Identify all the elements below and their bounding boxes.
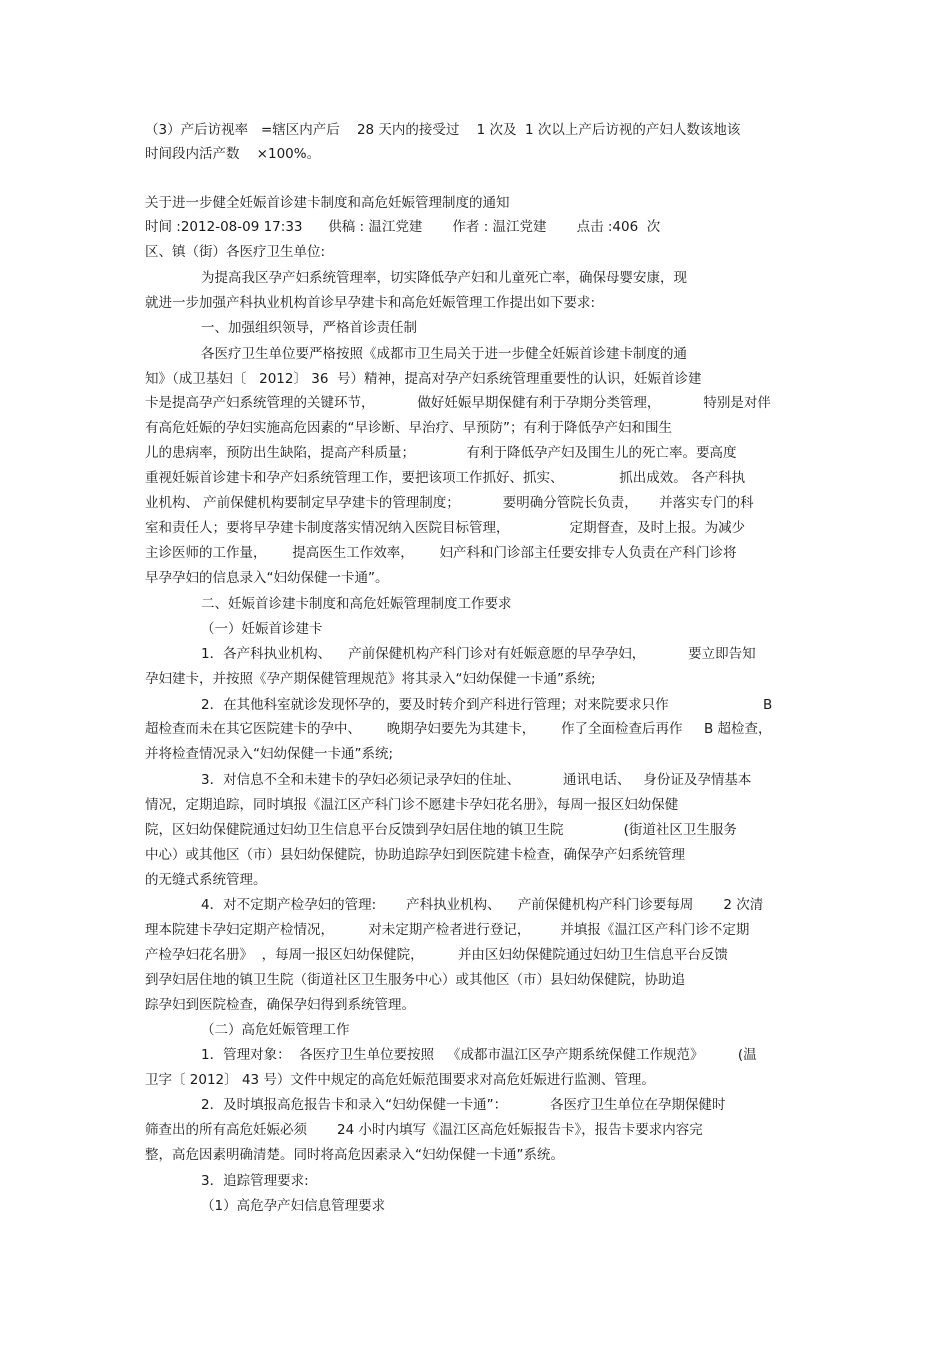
paragraph-line: 情况，定期追踪，同时填报《温江区产科门诊不愿建卡孕妇花名册》，每周一报区妇幼保健 xyxy=(145,797,679,813)
text-line: 时间段内活产数 ×100%。 xyxy=(145,146,321,162)
paragraph-line: 2．及时填报高危报告卡和录入“妇幼保健一卡通”： 各医疗卫生单位在孕期保健时 xyxy=(201,1097,726,1113)
paragraph-line: 知》（成卫基妇〔 2012〕 36 号）精神，提高对孕产妇系统管理重要性的认识，妊娠首诊建 xyxy=(145,371,702,387)
paragraph-line: 的无缝式系统管理。 xyxy=(145,872,267,888)
article-meta: 时间 :2012-08-09 17:33 供稿 : 温江党建 作者 : 温江党建 点击 :406 次 xyxy=(145,219,661,235)
paragraph-line: 并将检查情况录入“妇幼保健一卡通”系统; xyxy=(145,746,394,762)
paragraph-line: 1．各产科执业机构、 产前保健机构产科门诊对有妊娠意愿的早孕孕妇， 要立即告知 xyxy=(201,646,756,662)
paragraph-line: 到孕妇居住地的镇卫生院（街道社区卫生服务中心）或其他区（市）县妇幼保健院，协助追 xyxy=(145,972,685,988)
paragraph-line: 重视妊娠首诊建卡和孕产妇系统管理工作，要把该项工作抓好、抓实、 抓出成效。 各产科执 xyxy=(145,470,746,486)
paragraph-line: （1）高危孕产妇信息管理要求 xyxy=(201,1198,386,1214)
salutation: 区、镇（街）各医疗卫生单位: xyxy=(145,244,326,260)
paragraph-line: 1．管理对象： 各医疗卫生单位要按照 《成都市温江区孕产期系统保健工作规范》 (温 xyxy=(201,1047,757,1063)
paragraph-line: 院，区妇幼保健院通过妇幼卫生信息平台反馈到孕妇居住地的镇卫生院 (街道社区卫生服务 xyxy=(145,822,737,838)
paragraph-line: 为提高我区孕产妇系统管理率，切实降低孕产妇和儿童死亡率，确保母婴安康，现 xyxy=(201,270,687,286)
paragraph-line: 3．对信息不全和未建卡的孕妇必须记录孕妇的住址、 通讯电话、 身份证及孕情基本 xyxy=(201,772,752,788)
section-heading: 二、妊娠首诊建卡制度和高危妊娠管理制度工作要求 xyxy=(201,596,512,612)
paragraph-line: 有高危妊娠的孕妇实施高危因素的“早诊断、早治疗、早预防”；有利于降低孕产妇和围生 xyxy=(145,420,672,436)
paragraph-line: 整，高危因素明确清楚。同时将高危因素录入“妇幼保健一卡通”系统。 xyxy=(145,1147,564,1163)
text-line: （3）产后访视率 =辖区内产后 28 天内的接受过 1 次及 1 次以上产后访视的产妇人数该地该 xyxy=(145,122,741,138)
paragraph-line: 卫字〔 2012〕 43 号）文件中规定的高危妊娠范围要求对高危妊娠进行监测、管理。 xyxy=(145,1072,655,1088)
paragraph-line: 早孕孕妇的信息录入“妇幼保健一卡通”。 xyxy=(145,570,389,586)
paragraph-line: 中心）或其他区（市）县妇幼保健院，协助追踪孕妇到医院建卡检查，确保孕产妇系统管理 xyxy=(145,847,685,863)
paragraph-line: 产检孕妇花名册》 ，每周一报区妇幼保健院， 并由区妇幼保健院通过妇幼卫生信息平台反馈 xyxy=(145,947,728,963)
paragraph-line: 卡是提高孕产妇系统管理的关键环节， 做好妊娠早期保健有利于孕期分类管理， 特别是对伴 xyxy=(145,395,771,411)
paragraph-line: 超检查而未在其它医院建卡的孕中、 晚期孕妇要先为其建卡， 作了全面检查后再作 B 超检查， xyxy=(145,721,772,737)
subsection-heading: （二）高危妊娠管理工作 xyxy=(201,1022,350,1038)
paragraph-line: 3．追踪管理要求: xyxy=(201,1173,309,1189)
paragraph-line: 孕妇建卡，并按照《孕产期保健管理规范》将其录入“妇幼保健一卡通”系统; xyxy=(145,671,596,687)
section-heading: 一、加强组织领导，严格首诊责任制 xyxy=(201,320,417,336)
paragraph-line: 室和责任人；要将早孕建卡制度落实情况纳入医院目标管理， 定期督查，及时上报。为减少 xyxy=(145,520,746,536)
paragraph-line: 筛查出的所有高危妊娠必须 24 小时内填写《温江区高危妊娠报告卡》，报告卡要求内容完 xyxy=(145,1122,703,1138)
paragraph-line: 业机构、 产前保健机构要制定早孕建卡的管理制度； 要明确分管院长负责， 并落实专门的科 xyxy=(145,495,754,511)
paragraph-line: 各医疗卫生单位要严格按照《成都市卫生局关于进一步健全妊娠首诊建卡制度的通 xyxy=(201,346,687,362)
paragraph-line: 就进一步加强产科执业机构首诊早孕建卡和高危妊娠管理工作提出如下要求: xyxy=(145,295,596,311)
subsection-heading: （一）妊娠首诊建卡 xyxy=(201,621,323,637)
article-title: 关于进一步健全妊娠首诊建卡制度和高危妊娠管理制度的通知 xyxy=(145,195,510,211)
paragraph-line: 4．对不定期产检孕妇的管理: 产科执业机构、 产前保健机构产科门诊要每周 2 次清 xyxy=(201,897,764,913)
paragraph-line: 儿的患病率，预防出生缺陷，提高产科质量； 有利于降低孕产妇及围生儿的死亡率。要高度 xyxy=(145,445,737,461)
paragraph-line: 踪孕妇到医院检查，确保孕妇得到系统管理。 xyxy=(145,997,415,1013)
paragraph-line: 理本院建卡孕妇定期产检情况， 对未定期产检者进行登记， 并填报《温江区产科门诊不定期 xyxy=(145,922,750,938)
paragraph-line: 2．在其他科室就诊发现怀孕的，要及时转介到产科进行管理；对来院要求只作 B xyxy=(201,697,773,713)
paragraph-line: 主诊医师的工作量， 提高医生工作效率， 妇产科和门诊部主任要安排专人负责在产科门诊将 xyxy=(145,545,737,561)
